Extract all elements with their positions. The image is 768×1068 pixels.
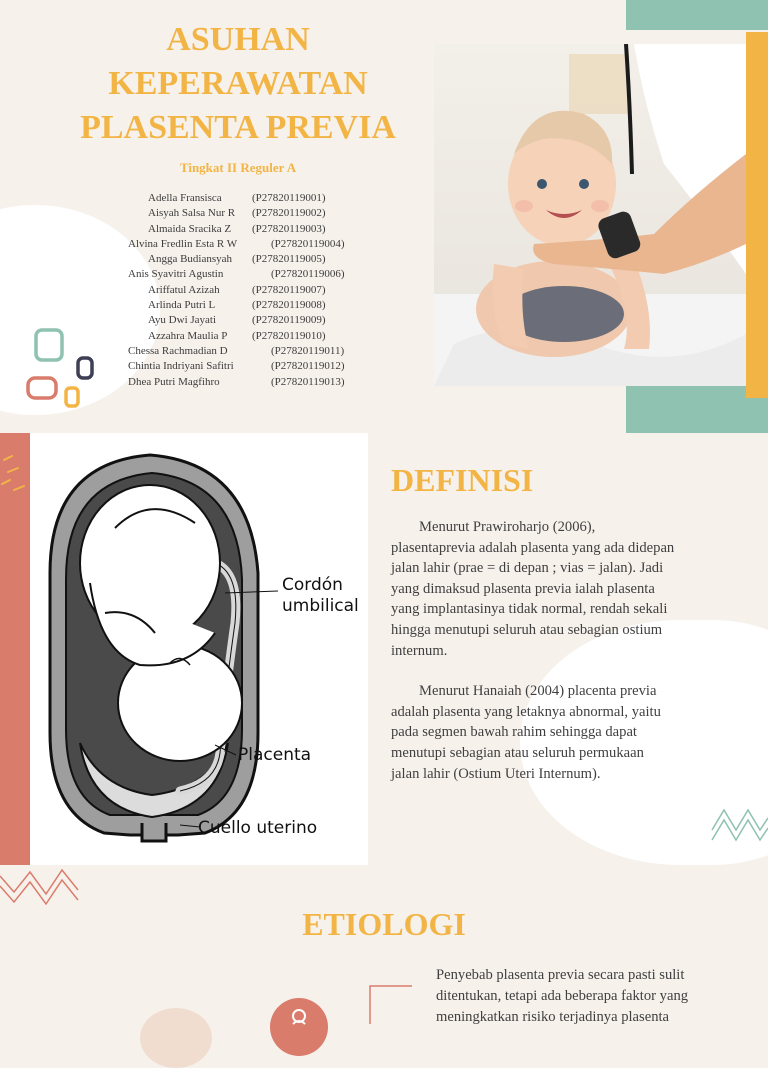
member-row (120, 252, 390, 267)
label-cordon-umbilical (282, 575, 359, 617)
etiologi-text: Penyebab plasenta previa secara pasti sulit ditentukan, tetapi ada beberapa faktor yang meningkatkan risiko terjadinya plasenta (436, 967, 689, 1025)
member-nim: (P27820119010) (252, 329, 326, 342)
member-nim: (P27820119006) (271, 268, 345, 281)
yellow-frame-bar (746, 32, 768, 398)
etiologi-heading: ETIOLOGI (302, 906, 466, 942)
title-line-1: ASUHAN (166, 21, 310, 58)
member-nim: (P27820119012) (271, 360, 345, 373)
page-title (40, 18, 436, 150)
coral-circle-icon (270, 998, 328, 1056)
uterus-illustration (30, 433, 368, 865)
placenta-diagram (30, 433, 368, 865)
teal-frame-top (626, 0, 768, 30)
beige-circle-decoration (140, 1008, 212, 1068)
zigzag-teal-decoration (710, 790, 768, 850)
member-name: Alvina Fredlin Esta R W (128, 237, 238, 250)
definisi-heading: DEFINISI (391, 462, 534, 498)
member-name: Anis Syavitri Agustin (128, 268, 224, 281)
member-row (120, 222, 390, 237)
member-nim: (P27820119005) (252, 253, 326, 266)
label-cordon: Cordón (282, 575, 343, 595)
label-umbilical: umbilical (282, 596, 359, 616)
member-name: Ariffatul Azizah (148, 283, 220, 296)
baby-photo (434, 44, 746, 386)
definisi-body (391, 517, 675, 784)
member-row (120, 359, 390, 374)
zigzag-coral-decoration (0, 862, 90, 912)
member-name: Arlinda Putri L (148, 299, 216, 312)
definisi-paragraph-1: Menurut Prawiroharjo (2006), plasentaprevia adalah plasenta yang ada didepan jalan lahir (prae = di depan ; vias = jalan). Jadi yang dimaksud plasenta previa ialah plasenta yang implantasinya tidak normal, rendah sekali hingga menutupi seluruh atau sebagian ostium internum. (391, 519, 675, 659)
member-name: Azzahra Maulia P (148, 329, 228, 342)
member-nim: (P27820119007) (252, 283, 326, 296)
member-row (120, 267, 390, 282)
member-row (120, 344, 390, 359)
member-list (120, 191, 390, 390)
member-row (120, 375, 390, 390)
member-name: Angga Budiansyah (148, 253, 233, 266)
member-row (120, 329, 390, 344)
member-name: Chintia Indriyani Safitri (128, 360, 234, 373)
member-nim: (P27820119011) (271, 344, 345, 357)
member-name: Chessa Rachmadian D (128, 344, 228, 357)
member-row (120, 313, 390, 328)
definisi-paragraph-2: Menurut Hanaiah (2004) placenta previa adalah plasenta yang letaknya abnormal, yaitu pada segmen bawah rahim sehingga dapat menutupi sebagian atau seluruh permukaan jalan lahir (Ostium Uteri Internum). (391, 683, 661, 782)
member-nim: (P27820119002) (252, 207, 326, 220)
member-nim: (P27820119009) (252, 314, 326, 327)
member-name: Almaida Sracika Z (148, 222, 232, 235)
member-name: Ayu Dwi Jayati (148, 314, 217, 327)
member-nim: (P27820119008) (252, 299, 326, 312)
member-row (120, 298, 390, 313)
member-nim: (P27820119004) (271, 237, 345, 250)
member-row (120, 283, 390, 298)
member-nim: (P27820119003) (252, 222, 326, 235)
member-nim: (P27820119013) (271, 375, 345, 388)
member-row (120, 237, 390, 252)
member-row (120, 206, 390, 221)
member-name: Adella Fransisca (148, 192, 222, 204)
label-placenta: Placenta (238, 745, 312, 765)
member-name: Aisyah Salsa Nur R (148, 207, 236, 220)
member-nim: (P27820119001) (252, 192, 326, 204)
title-line-2: KEPERAWATAN (108, 65, 368, 102)
member-name: Dhea Putri Magfihro (128, 375, 220, 388)
member-row (120, 191, 390, 206)
bracket-decoration (368, 984, 412, 1024)
label-cuello-uterino: Cuello uterino (198, 818, 318, 838)
title-line-3: PLASENTA PREVIA (80, 109, 396, 146)
class-subtitle: Tingkat II Reguler A (179, 160, 297, 175)
confetti-decoration (20, 320, 100, 415)
dash-decoration (0, 450, 30, 500)
